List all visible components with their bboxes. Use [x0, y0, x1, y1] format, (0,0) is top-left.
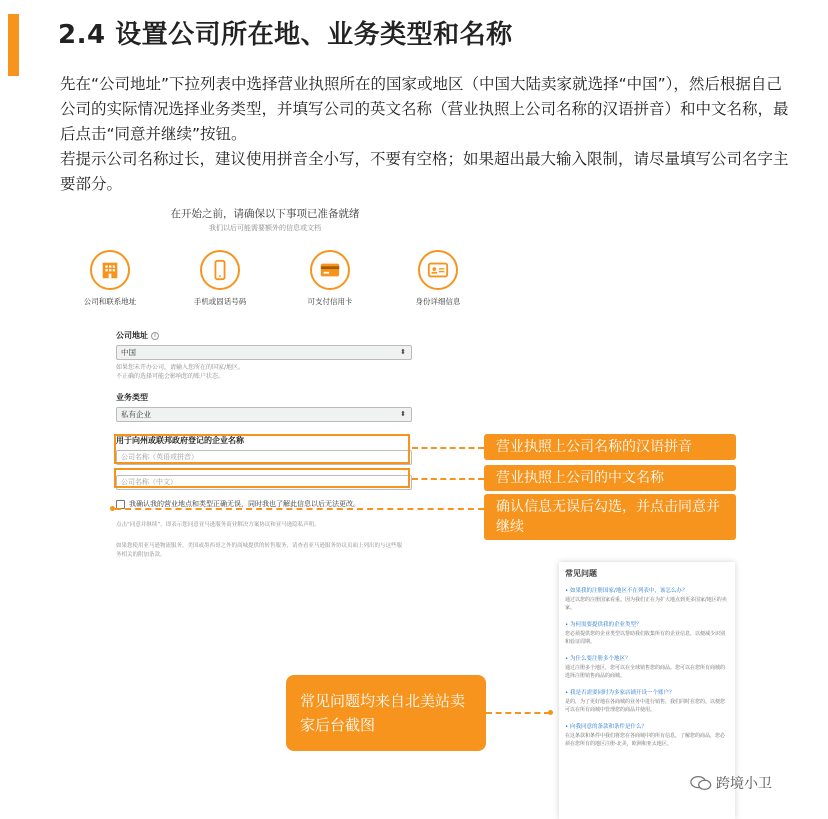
building-icon — [90, 250, 130, 290]
watermark-text: 跨境小卫 — [716, 776, 772, 792]
highlight-pinyin-box — [114, 434, 410, 464]
faq-question[interactable]: • 我是否需要同时为多家店铺开设一个账户？ — [565, 690, 675, 696]
faq-answer: 通过以您的注册国家看重。因为我们正在为扩大地点到更多国家/地区的卖家。 — [565, 597, 727, 611]
business-type-select[interactable] — [116, 407, 412, 422]
faq-question[interactable]: • 向我同意的条款和条件是什么？ — [565, 724, 647, 730]
requirement-credit-card — [275, 250, 385, 307]
note-text: 如果您使用亚马逊物流服务，美国或墨西哥之外的商城提供的转售服务，请查看亚马逊服务协议页面上列出的与这些服务相关的附加条款。 — [116, 543, 403, 558]
company-name-pinyin-input[interactable]: 公司名称（英语或拼音） — [116, 450, 412, 465]
address-help-line-2: 不正确的选择可能会影响您的账户状态。 — [116, 373, 225, 380]
faq-answer: 通过注册多个地区，您可以在全球销售您的商品。您可以在您所有商城的选择注册销售商品的商城。 — [565, 665, 726, 679]
faq-item — [565, 723, 729, 748]
phone-icon — [200, 250, 240, 290]
faq-answer: 您必须提供您的企业类型以帮助我们收集所有的企业信息，以便减少识别和验证周期。 — [565, 631, 726, 645]
page-title: 2.4 设置公司所在地、业务类型和名称 — [58, 20, 513, 50]
requirement-id — [383, 250, 493, 307]
callout-confirm: 确认信息无误后勾选，并点击同意并继续 — [484, 494, 736, 540]
screenshot-title: 在开始之前，请确保以下事项已准备就绪 — [170, 208, 360, 220]
intro-paragraph-2: 若提示公司名称过长，建议使用拼音全小写，不要有空格；如果超出最大输入限制，请尽量填写公司名字主要部分。 — [60, 150, 789, 193]
confirm-text: 我确认我的营业地点和类型正确无误，同时我也了解此信息以后无法更改。 — [129, 500, 360, 508]
address-help-line-1: 如果您未开办公司，请输入您所在的国家/地区。 — [116, 364, 245, 371]
requirement-label: 身份详细信息 — [415, 297, 461, 306]
requirement-phone — [165, 250, 275, 307]
callout-pinyin: 营业执照上公司名称的汉语拼音 — [484, 434, 736, 460]
select-arrows-icon: ⬍ — [400, 348, 406, 356]
highlight-chinese-box — [114, 468, 410, 488]
connector-line — [486, 712, 550, 714]
credit-card-icon — [310, 250, 350, 290]
connector-line — [115, 508, 484, 510]
requirement-label: 手机或固话号码 — [193, 297, 247, 306]
intro-text — [60, 72, 790, 197]
faq-question[interactable]: • 为何需要提供我的企业类型？ — [565, 622, 642, 628]
id-card-icon — [418, 250, 458, 290]
company-name-label: 用于向州或联邦政府登记的企业名称 — [116, 436, 244, 445]
connector-line — [412, 478, 484, 480]
faq-answer: 在这条款和条件中我们将您在各商城中的所有信息，了解您的商品，您必须在您所有的地区注册-北美，欧洲和亚太地区。 — [565, 733, 726, 747]
agree-text: 点击“同意并继续”，即表示您同意亚马逊服务商业解决方案协议和亚马逊隐私声明。 — [116, 522, 320, 528]
address-value: 中国 — [121, 348, 136, 357]
screenshot-heading — [60, 206, 470, 233]
accent-bar — [8, 14, 19, 76]
screenshot-subtitle: 我们以后可能需要额外的信息或文档 — [209, 224, 321, 232]
address-label-text: 公司地址 — [116, 331, 148, 340]
connector-dot — [548, 710, 553, 715]
address-help — [116, 363, 412, 381]
faq-item — [565, 587, 729, 612]
address-label — [116, 330, 412, 341]
wechat-icon — [690, 775, 712, 791]
intro-paragraph-1: 先在“公司地址”下拉列表中选择营业执照所在的国家或地区（中国大陆卖家就选择“中国”），然后根据自己公司的实际情况选择业务类型，并填写公司的英文名称（营业执照上公司名称的汉语拼音）和中文名称，最后点击“同意并继续”按钮。 — [60, 75, 789, 143]
select-arrows-icon: ⬍ — [400, 410, 406, 418]
address-select[interactable] — [116, 345, 412, 360]
requirement-label: 可支付信用卡 — [307, 297, 353, 306]
faq-answer: 是的，为了更好地在各商城的业务中进行销售，我们同时在您的。以便您可以在所有商城中管理您的商品并使用。 — [565, 699, 726, 713]
callout-chinese: 营业执照上公司的中文名称 — [484, 465, 736, 491]
info-icon[interactable]: i — [151, 332, 159, 340]
callout-faq: 常见问题均来自北美站卖家后台截图 — [286, 675, 486, 751]
faq-question[interactable]: • 为什么要注册多个地区？ — [565, 656, 631, 662]
company-name-chinese-input[interactable]: 公司名称（中文） — [116, 475, 412, 490]
embedded-screenshot — [60, 192, 780, 819]
faq-item — [565, 655, 729, 680]
faq-item — [565, 689, 729, 714]
watermark — [690, 773, 772, 793]
requirement-company-address — [55, 250, 165, 307]
faq-title: 常见问题 — [565, 569, 597, 578]
faq-item — [565, 621, 729, 646]
business-type-value: 私有企业 — [121, 410, 151, 419]
connector-line — [412, 447, 484, 449]
business-type-label: 业务类型 — [116, 393, 148, 402]
faq-question[interactable]: • 如果我的注册国家/地区不在列表中，该怎么办？ — [565, 588, 688, 594]
requirement-label: 公司和联系地址 — [83, 297, 137, 306]
